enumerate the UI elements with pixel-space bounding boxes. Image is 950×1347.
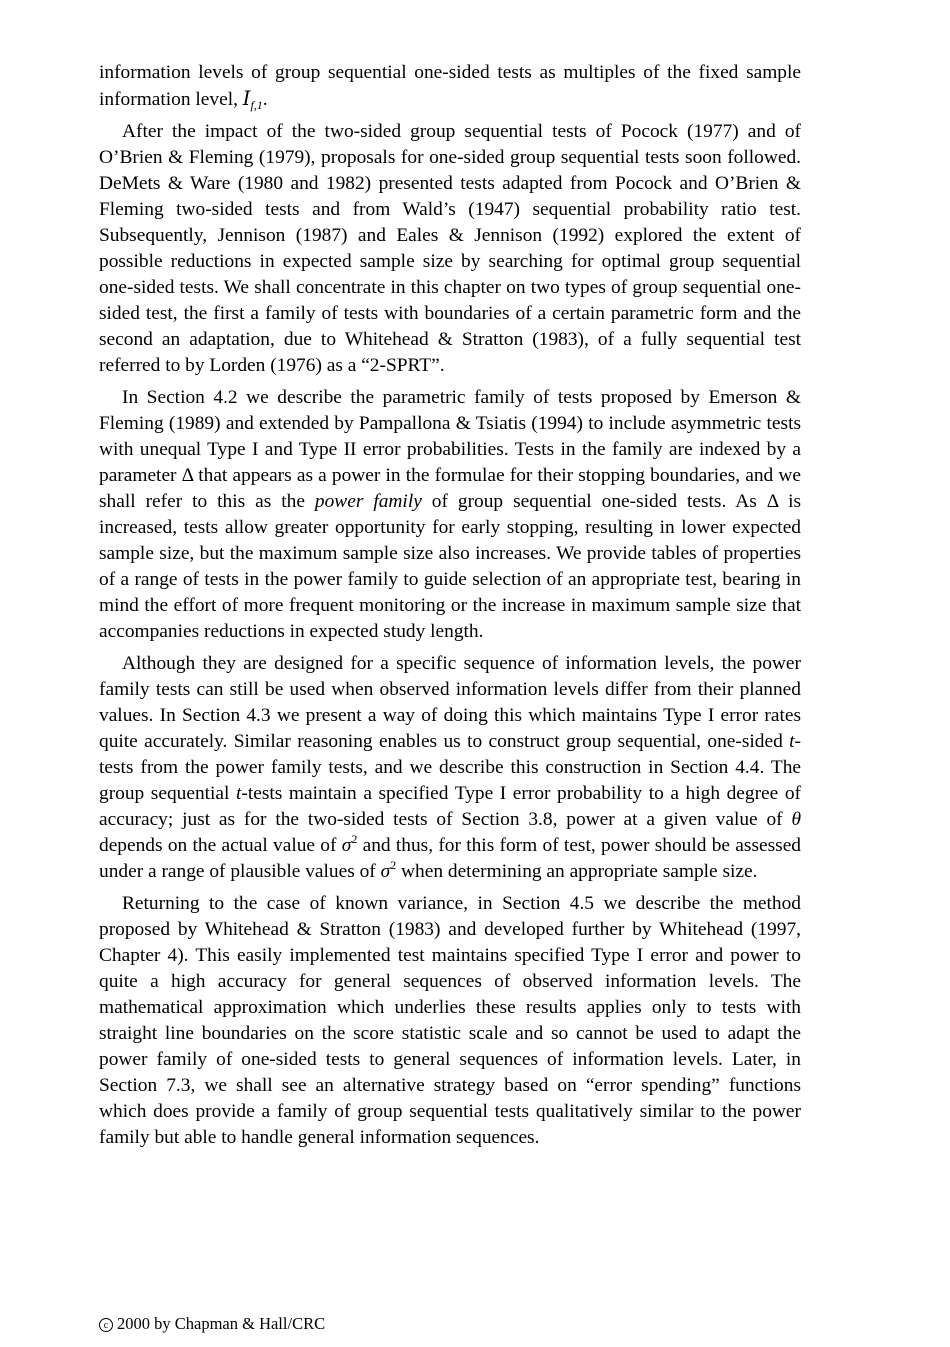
delta-symbol: Δ (181, 465, 194, 486)
copyright-text: 2000 by Chapman & Hall/CRC (117, 1314, 326, 1333)
paragraph-3-part-e: and thus, for this form of test, power should be assessed under a range of plausible values of (99, 835, 802, 882)
paragraph-2-part-d: is increased, tests allow greater opportunity for early stopping, resulting in lower expected sample size, but the maximum sample size also increases. We provide tables of properties of a range of tests in the power family to guide selection of an appropriate test, bearing in mind the effort of more frequent monitoring or the increase in maximum sample size that accompanies reductions in expected study length. (99, 491, 802, 642)
sigma-exponent: 2 (351, 832, 358, 846)
t-symbol: t (789, 731, 795, 752)
paragraph-3-part-b: -tests from the power family tests, and we describe this construction in Section 4.4. The group sequential (99, 731, 801, 804)
paragraph-3-part-d: depends on the actual value of (99, 835, 342, 856)
paragraph-3-part-a: Although they are designed for a specific sequence of information levels, the power family tests can still be used when observed information levels differ from their planned values. In Section 4.3 we present a way of doing this which maintains Type I error rates quite accurately. Similar reasoning enables us to construct group sequential, one-sided (99, 653, 801, 752)
paragraph-2-part-b: that appears as a power in the formulae for their stopping boundaries, and we shall refer to this as the (99, 465, 802, 512)
paragraph-4: Returning to the case of known variance, in Section 4.5 we describe the method proposed by Whitehead & Stratton (1983) and developed further by Whitehead (1997, Chapter 4). This easily implemented test maintains specified Type I error and power to quite a high accuracy for general sequences of observed information levels. The mathematical approximation which underlies these results applies only to tests with straight line boundaries on the score statistic scale and so cannot be used to adapt the power family of one-sided tests to general sequences of information levels. Later, in Section 7.3, we shall see an alternative strategy based on “error spending” functions which does provide a family of group sequential tests qualitatively similar to the power family but able to handle general information sequences. (99, 893, 801, 1148)
copyright-footer (99, 1313, 325, 1335)
paragraph-2-part-c: of group sequential one-sided tests. As (421, 491, 767, 512)
paragraph-0 (99, 60, 801, 113)
t-symbol: t (236, 783, 242, 804)
fixed-information-symbol: I (242, 87, 251, 110)
paragraph-3 (99, 651, 801, 885)
copyright-icon: c (99, 1318, 113, 1332)
sigma-exponent: 2 (390, 858, 397, 872)
delta-symbol: Δ (766, 491, 779, 512)
sigma-symbol: σ (341, 835, 352, 856)
paragraph-2-part-a: In Section 4.2 we describe the parametric family of tests proposed by Emerson & Fleming (1989) and extended by Pampallona & Tsiatis (1994) to include asymmetric tests with unequal Type I and Type II error probabilities. Tests in the family are indexed by a parameter (99, 387, 801, 486)
page-body (99, 60, 801, 1157)
paragraph-3-part-c: -tests maintain a specified Type I error probability to a high degree of accuracy; just as for the two-sided tests of Section 3.8, power at a given value of (99, 783, 801, 830)
paragraph-2 (99, 385, 801, 645)
paragraph-1: After the impact of the two-sided group sequential tests of Pocock (1977) and of O’Brien & Fleming (1979), proposals for one-sided group sequential tests soon followed. DeMets & Ware (1980 and 1982) presented tests adapted from Pocock and O’Brien & Fleming two-sided tests and from Wald’s (1947) sequential probability ratio test. Subsequently, Jennison (1987) and Eales & Jennison (1992) explored the extent of possible reductions in expected sample size by searching for optimal group sequential one-sided tests. We shall concentrate in this chapter on two types of group sequential one-sided test, the first a family of tests with boundaries of a certain parametric form and the second an adaptation, due to Whitehead & Stratton (1983), of a fully sequential test referred to by Lorden (1976) as a “2-SPRT”. (99, 121, 801, 376)
sigma-symbol: σ (380, 861, 391, 882)
paragraph-3-part-f: when determining an appropriate sample size. (396, 861, 758, 882)
theta-symbol: θ (791, 809, 801, 830)
fixed-information-subscript: f,1 (250, 98, 263, 112)
paragraph-0-end: . (262, 89, 268, 110)
paragraph-0-text: information levels of group sequential one-sided tests as multiples of the fixed sample information level, (99, 62, 801, 110)
power-family-term: power family (314, 491, 422, 512)
